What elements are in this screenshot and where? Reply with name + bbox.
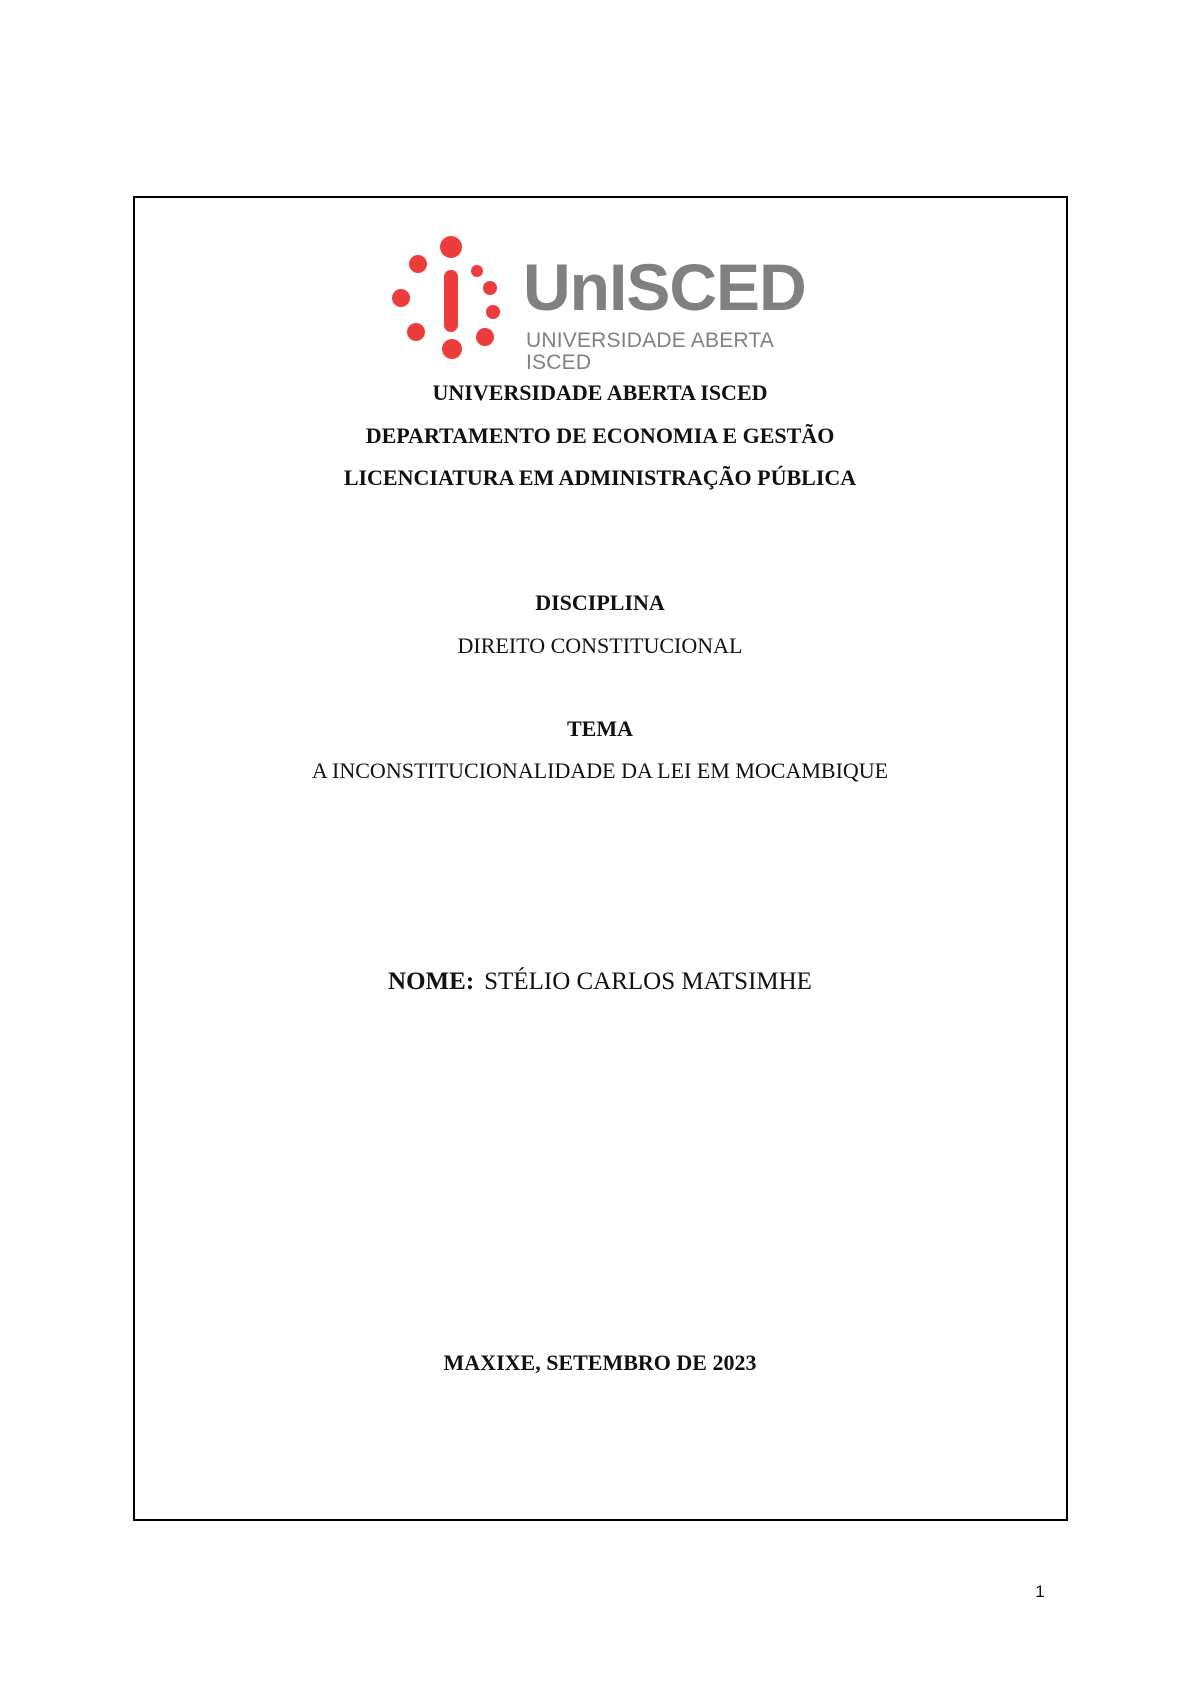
logo-subtitle: UNIVERSIDADE ABERTA ISCED (526, 329, 773, 374)
theme-value: A INCONSTITUCIONALIDADE DA LEI EM MOCAMBIQUE (311, 758, 889, 783)
university-name: UNIVERSIDADE ABERTA ISCED (432, 380, 768, 405)
course-name: LICENCIATURA EM ADMINISTRAÇÃO PÚBLICA (343, 465, 857, 490)
discipline-value: DIREITO CONSTITUCIONAL (457, 633, 743, 658)
discipline-label: DISCIPLINA (535, 590, 665, 615)
department-name: DEPARTAMENTO DE ECONOMIA E GESTÃO (365, 423, 835, 448)
logo-wordmark: UnISCED (523, 250, 806, 324)
student-name-line (0, 968, 1200, 996)
student-name-value: STÉLIO CARLOS MATSIMHE (484, 968, 812, 995)
student-name-label: NOME: (388, 968, 475, 995)
unisced-logo (385, 234, 825, 374)
place-date: MAXIXE, SETEMBRO DE 2023 (443, 1350, 757, 1375)
theme-label: TEMA (567, 716, 633, 741)
page-number: 1 (1035, 1582, 1045, 1601)
